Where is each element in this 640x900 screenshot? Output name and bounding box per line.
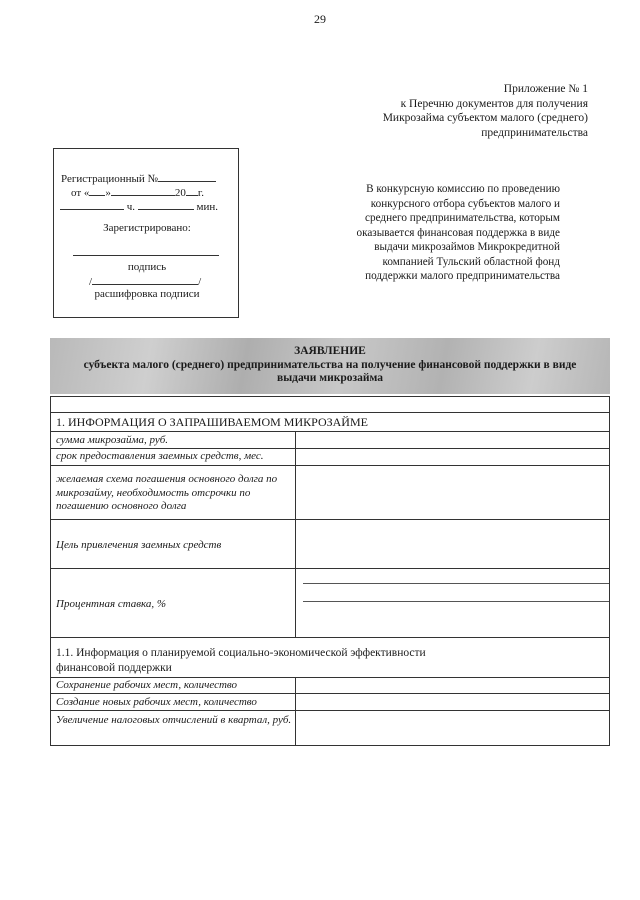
row-divider [51, 568, 609, 569]
signature-line[interactable] [73, 255, 219, 256]
application-subtitle-line2: выдачи микрозайма [276, 372, 383, 384]
recipient-line: выдачи микрозаймов Микрокредитной [374, 241, 560, 253]
row-divider [51, 710, 609, 711]
row-divider [51, 448, 609, 449]
month-field[interactable] [111, 185, 175, 196]
application-title-banner [50, 338, 610, 394]
registration-time-row [60, 199, 218, 213]
repayment-scheme-label: желаемая схема погашения основного долга по микрозайму, необходимость отсрочки по погашению основного долга [56, 473, 278, 512]
section-1-title: 1. ИНФОРМАЦИЯ О ЗАПРАШИВАЕМОМ МИКРОЗАЙМЕ [56, 415, 368, 429]
interest-rate-label: Процентная ставка, % [56, 598, 167, 610]
column-divider [295, 677, 296, 745]
decode-signature-field[interactable] [92, 274, 198, 285]
loan-information-table [50, 396, 610, 746]
recipient-line: среднего предпринимательства, которым [365, 212, 560, 224]
date-from-label: от « [71, 187, 90, 199]
slash-close: / [198, 276, 202, 288]
registration-number-row [61, 171, 216, 185]
recipient-block [330, 182, 560, 284]
appendix-line: Микрозайма субъектом малого (среднего) [382, 112, 588, 124]
registered-label: Зарегистрировано: [103, 222, 191, 234]
recipient-line: конкурсного отбора субъектов малого и [370, 197, 560, 210]
row-divider [51, 519, 609, 520]
loan-term-label: срок предоставления заемных средств, мес. [56, 450, 264, 462]
row-divider [51, 677, 609, 678]
appendix-header [328, 82, 588, 140]
jobs-kept-label: Сохранение рабочих мест, количество [56, 679, 238, 691]
jobs-created-label: Создание новых рабочих мест, количество [56, 696, 257, 708]
slash-open: / [89, 276, 93, 288]
tax-increase-label: Увеличение налоговых отчислений в квартал, руб. [56, 714, 292, 726]
loan-purpose-label: Цель привлечения заемных средств [56, 539, 222, 551]
appendix-line: предпринимательства [481, 126, 588, 139]
minutes-label: мин. [196, 201, 219, 213]
registration-number-label: Регистрационный № [61, 173, 159, 185]
appendix-line: к Перечню документов для получения [400, 97, 588, 110]
signature-label: подпись [127, 261, 167, 273]
quote-close: » [105, 187, 111, 199]
loan-amount-label: сумма микрозайма, руб. [56, 434, 169, 446]
appendix-line: Приложение № 1 [503, 83, 588, 95]
recipient-line: поддержки малого предпринимательства [365, 270, 560, 282]
registration-date-row [71, 185, 204, 199]
application-subtitle-line1: субъекта малого (среднего) предпринимательства на получение финансовой поддержки в виде [83, 358, 577, 371]
recipient-line: оказывается финансовая поддержка в виде [356, 226, 560, 239]
interest-rate-entry-line[interactable] [303, 601, 609, 602]
year-suffix: г. [197, 187, 204, 199]
row-divider [51, 637, 609, 638]
row-divider [51, 465, 609, 466]
day-field[interactable] [89, 185, 105, 196]
page-number: 29 [314, 12, 326, 26]
decode-signature-row [89, 274, 201, 288]
minutes-field[interactable] [138, 199, 194, 210]
recipient-line: В конкурсную комиссию по проведению [366, 183, 560, 195]
application-title: ЗАЯВЛЕНИЕ [294, 345, 366, 357]
registration-number-field[interactable] [158, 171, 216, 182]
decode-signature-label: расшифровка подписи [94, 288, 200, 300]
row-divider [51, 431, 609, 432]
row-divider [51, 693, 609, 694]
year-prefix: 20 [174, 187, 186, 199]
recipient-line: компанией Тульский областной фонд [382, 255, 560, 268]
row-divider [51, 412, 609, 413]
year-field[interactable] [186, 185, 198, 196]
section-1-1-title: 1.1. Информация о планируемой социально-экономической эффективности финансовой поддержки [56, 647, 426, 674]
hours-label: ч. [126, 201, 136, 213]
registration-box [53, 148, 239, 318]
interest-rate-entry-line[interactable] [303, 583, 609, 584]
column-divider [295, 431, 296, 637]
hours-field[interactable] [60, 199, 124, 210]
